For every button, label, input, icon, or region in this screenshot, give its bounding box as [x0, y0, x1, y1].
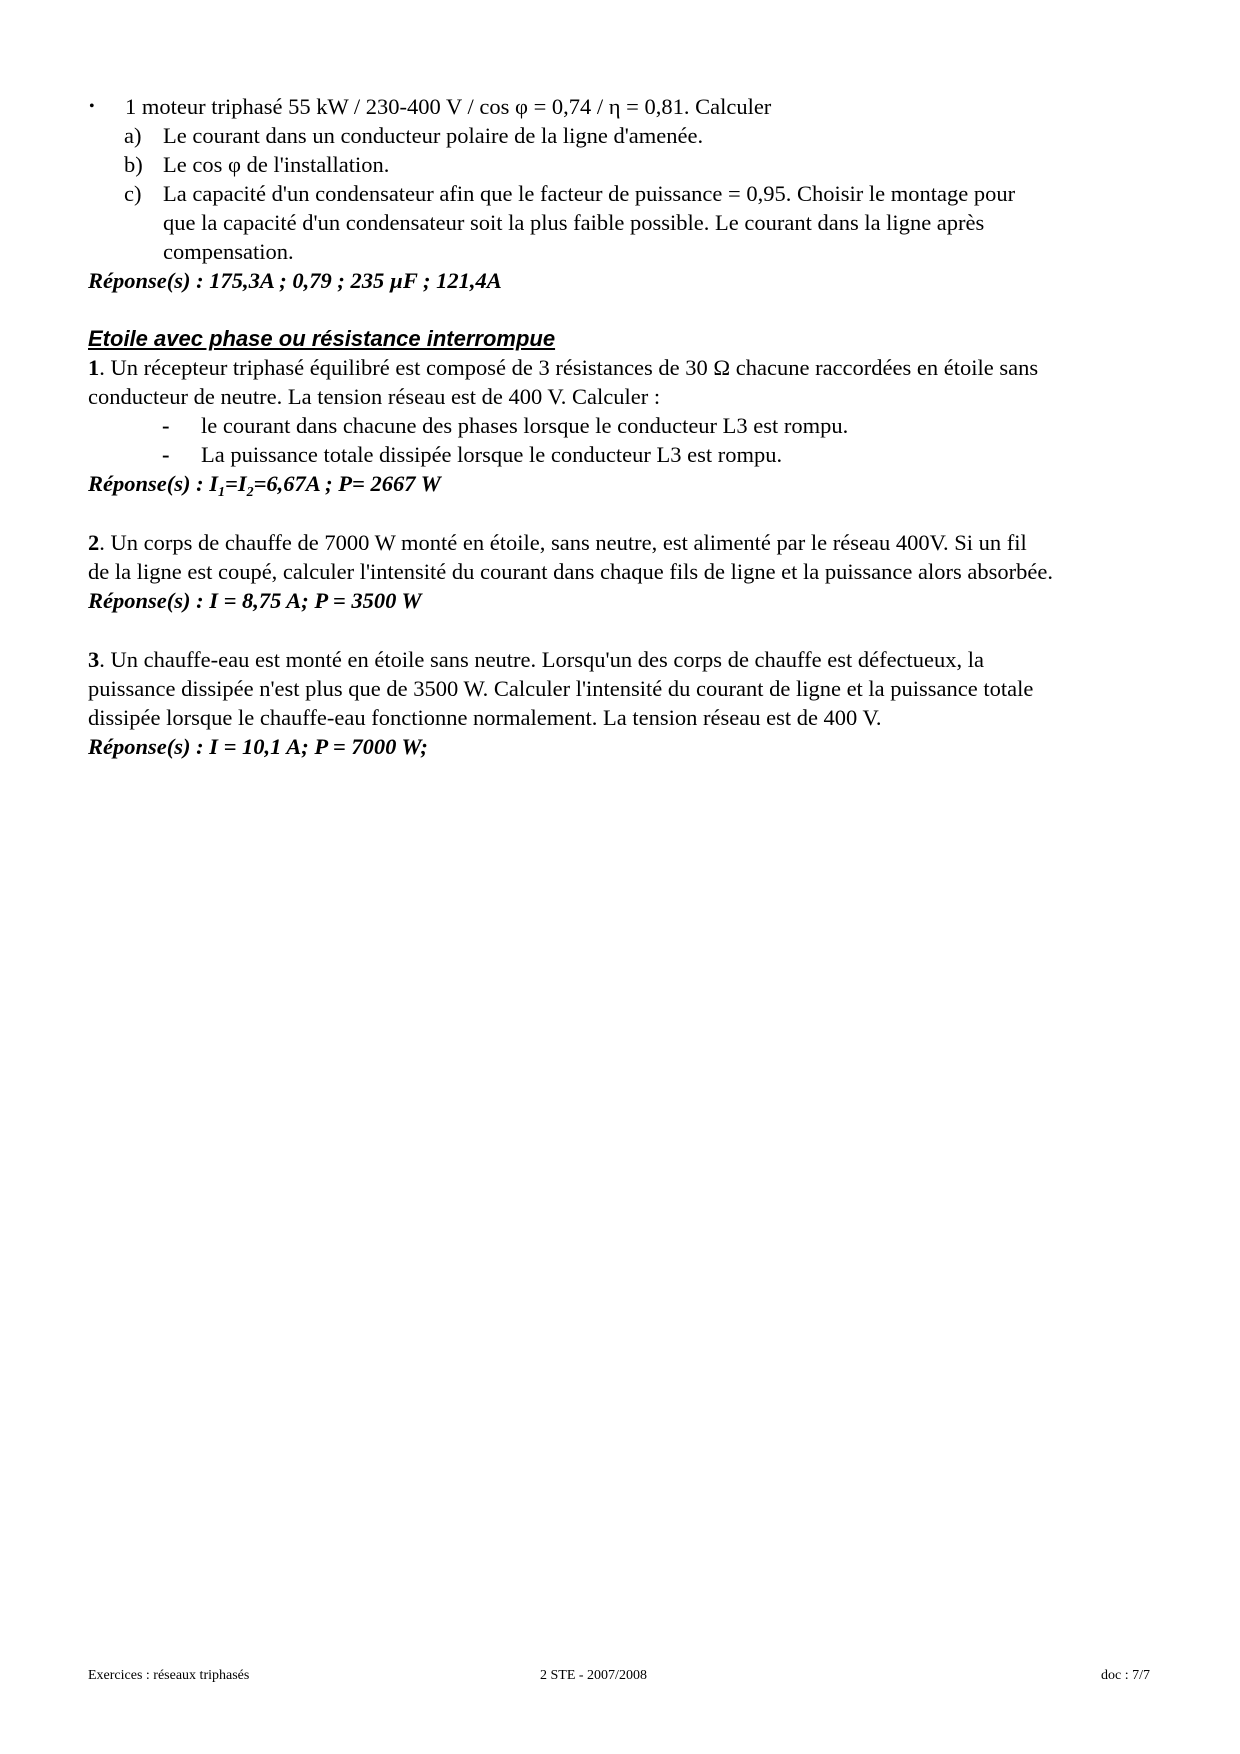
footer-title: Exercices : réseaux triphasés: [88, 1668, 250, 1683]
motor-exercise-text: 1 moteur triphasé 55 kW / 230-400 V / cos φ = 0,74 / η = 0,81. Calculer: [125, 94, 772, 119]
sub-question-c-continuation: que la capacité d'un condensateur soit la plus faible possible. Le courant dans la ligne après: [163, 210, 985, 235]
exercise-text: . Un chauffe-eau est monté en étoile sans neutre. Lorsqu'un des corps de chauffe est défectueux, la: [99, 647, 985, 672]
exercise-3-answer: Réponse(s) : I = 10,1 A; P = 7000 W;: [88, 734, 428, 759]
footer-page-number: doc : 7/7: [1101, 1668, 1150, 1683]
exercise-1-item: [88, 440, 1170, 469]
exercise-2-answer: Réponse(s) : I = 8,75 A; P = 3500 W: [88, 588, 422, 613]
exercise-item-text: le courant dans chacune des phases lorsque le conducteur L3 est rompu.: [201, 413, 849, 438]
exercise-3-line: dissipée lorsque le chauffe-eau fonctionne normalement. La tension réseau est de 400 V.: [88, 705, 882, 730]
document-body: [88, 92, 1170, 761]
exercise-1-item: [88, 411, 1170, 440]
sub-question-c: [88, 179, 1170, 208]
page-footer: [88, 1666, 1150, 1686]
answer-subscript: 1: [218, 485, 225, 500]
exercise-text: . Un récepteur triphasé équilibré est composé de 3 résistances de 30 Ω chacune raccordées en étoile sans: [99, 355, 1039, 380]
dash-marker: -: [162, 442, 170, 467]
answer-text: =I: [225, 471, 247, 496]
exercise-2-line: de la ligne est coupé, calculer l'intensité du courant dans chaque fils de ligne et la puissance alors absorbée.: [88, 559, 1053, 584]
section-title: Etoile avec phase ou résistance interrompue: [88, 326, 556, 351]
exercise-number: 1: [88, 355, 100, 380]
answer-subscript: 2: [246, 485, 254, 500]
exercise-text: . Un corps de chauffe de 7000 W monté en étoile, sans neutre, est alimenté par le réseau 400V. Si un fil: [99, 530, 1027, 555]
sub-question-label: b): [124, 152, 143, 177]
motor-exercise-intro: [88, 92, 1170, 121]
exercise-1-answer: [88, 469, 1170, 498]
sub-question-text: La capacité d'un condensateur afin que le facteur de puissance = 0,95. Choisir le montage pour: [163, 181, 1016, 206]
exercise-2-line: [88, 528, 1170, 557]
exercise-number: 3: [88, 647, 100, 672]
answer-text: Réponse(s) : I: [88, 471, 218, 496]
motor-exercise-answer: Réponse(s) : 175,3A ; 0,79 ; 235 µF ; 121,4A: [88, 268, 502, 293]
exercise-3-line: [88, 645, 1170, 674]
sub-question-label: c): [124, 181, 142, 206]
bullet-icon: •: [89, 98, 95, 115]
footer-class-year: 2 STE - 2007/2008: [540, 1668, 647, 1683]
exercise-1-line: conducteur de neutre. La tension réseau est de 400 V. Calculer :: [88, 384, 661, 409]
sub-question-text: Le cos φ de l'installation.: [163, 152, 390, 177]
sub-question-label: a): [124, 123, 142, 148]
sub-question-c-continuation: compensation.: [163, 239, 294, 264]
exercise-3-line: puissance dissipée n'est plus que de 3500 W. Calculer l'intensité du courant de ligne et la puissance totale: [88, 676, 1034, 701]
sub-question-b: [88, 150, 1170, 179]
answer-text: =6,67A ; P= 2667 W: [253, 471, 441, 496]
dash-marker: -: [162, 413, 170, 438]
exercise-number: 2: [88, 530, 100, 555]
exercise-item-text: La puissance totale dissipée lorsque le conducteur L3 est rompu.: [201, 442, 783, 467]
sub-question-a: [88, 121, 1170, 150]
exercise-1-line: [88, 353, 1170, 382]
sub-question-text: Le courant dans un conducteur polaire de la ligne d'amenée.: [163, 123, 704, 148]
